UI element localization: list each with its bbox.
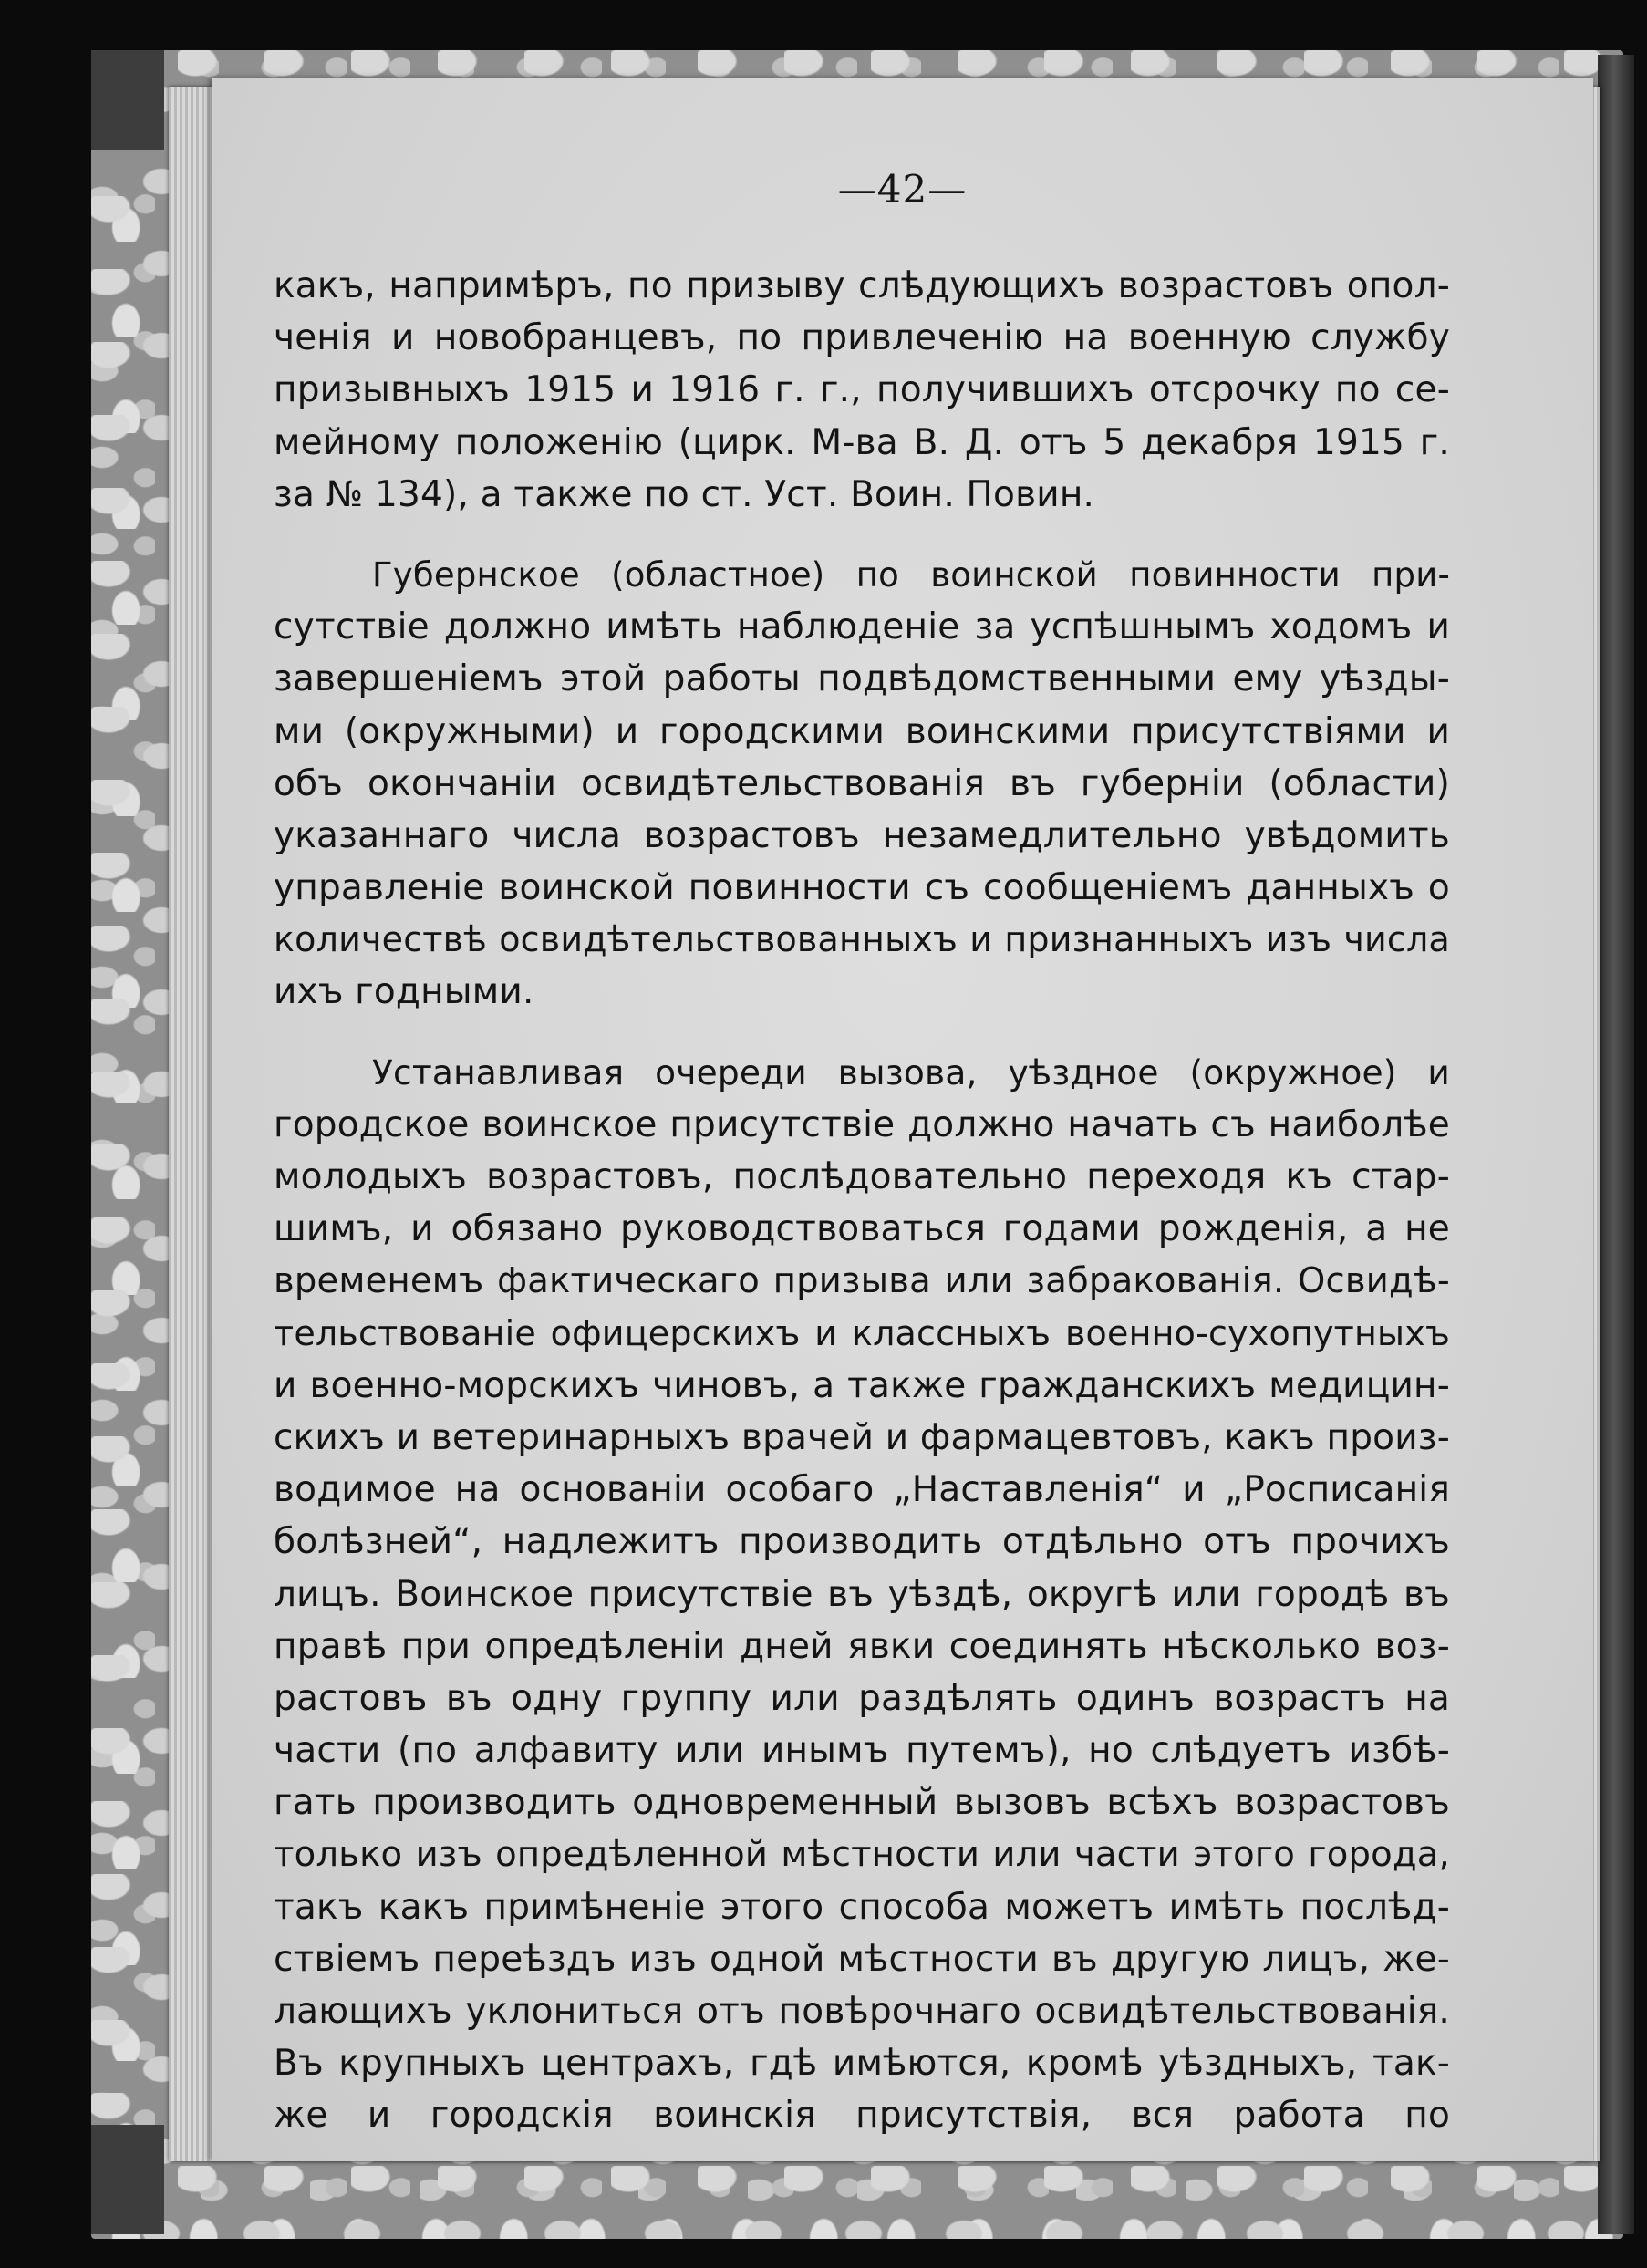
text-line: объ окончаніи освидѣтельствованія въ губерніи (области) — [274, 762, 1450, 804]
cover-corner-top — [91, 50, 164, 150]
text-line: части (по алфавиту или инымъ путемъ), но слѣдуетъ избѣ- — [274, 1730, 1450, 1772]
text-line: лицъ. Воинское присутствіе въ уѣздѣ, округѣ или городѣ въ — [274, 1573, 1450, 1615]
text-line: ихъ годными. — [274, 971, 534, 1013]
book-spine — [1598, 55, 1634, 2234]
text-line: шимъ, и обязано руководствоваться годами рожденія, а не — [274, 1208, 1450, 1250]
text-line: лающихъ уклониться отъ повѣрочнаго освидѣтельствованія. — [274, 1991, 1450, 2032]
text-line: количествѣ освидѣтельствованныхъ и признанныхъ изъ числа — [274, 919, 1450, 960]
page-number: —42— — [837, 167, 968, 212]
paragraph-2 — [274, 549, 1450, 1019]
text-line: призывныхъ 1915 и 1916 г. г., получившихъ отсрочку по се- — [274, 369, 1450, 411]
text-line: какъ, напримѣръ, по призыву слѣдующихъ возрастовъ опол- — [274, 265, 1450, 306]
text-line: правѣ при опредѣленіи дней явки соединять нѣсколько воз- — [274, 1625, 1450, 1667]
text-line: растовъ въ одну группу или раздѣлять одинъ возрастъ на — [274, 1677, 1450, 1719]
text-line: такъ какъ примѣненіе этого способа можетъ имѣть послѣд- — [274, 1886, 1450, 1928]
text-line: молодыхъ возрастовъ, послѣдовательно переходя къ стар- — [274, 1156, 1450, 1197]
text-line: болѣзней“, надлежитъ производить отдѣльно отъ прочихъ — [274, 1521, 1450, 1563]
text-line: временемъ фактическаго призыва или забракованія. Освидѣ- — [274, 1260, 1450, 1302]
text-line: же и городскія воинскія присутствія, вся работа по — [274, 2095, 1450, 2137]
paragraph-1 — [274, 260, 1450, 521]
text-line: и военно-морскихъ чиновъ, а также гражданскихъ медицин- — [274, 1364, 1450, 1406]
paragraph-3 — [274, 1047, 1450, 2142]
text-line: скихъ и ветеринарныхъ врачей и фармацевтовъ, какъ произ- — [274, 1416, 1450, 1458]
book-page — [212, 78, 1593, 2161]
text-line: гать производить одновременный вызовъ всѣхъ возрастовъ — [274, 1782, 1450, 1824]
text-line: ченія и новобранцевъ, по привлеченію на военную службу — [274, 317, 1450, 359]
text-line: городское воинское присутствіе должно начать съ наиболѣе — [274, 1103, 1450, 1145]
text-line: мейному положенію (цирк. М-ва В. Д. отъ 5 декабря 1915 г. — [274, 421, 1450, 463]
text-line: тельствованіе офицерскихъ и классныхъ военно-сухопутныхъ — [274, 1312, 1450, 1353]
text-line: ствіемъ переѣздъ изъ одной мѣстности въ другую лицъ, же- — [274, 1938, 1450, 1980]
text-line: сутствіе должно имѣть наблюденіе за успѣшнымъ ходомъ и — [274, 606, 1450, 648]
text-line: Въ крупныхъ центрахъ, гдѣ имѣются, кромѣ уѣздныхъ, так- — [274, 2043, 1450, 2085]
cover-corner-bottom — [91, 2125, 164, 2234]
text-line: только изъ опредѣленной мѣстности или части этого города, — [274, 1834, 1450, 1876]
paragraph-gap — [274, 521, 1450, 549]
text-line: водимое на основаніи особаго „Наставленія“ и „Росписанія — [274, 1469, 1450, 1511]
text-line: Губернское (областное) по воинской повинности при- — [372, 554, 1450, 595]
text-line: ми (окружными) и городскими воинскими присутствіями и — [274, 710, 1450, 752]
text-line: указаннаго числа возрастовъ незамедлительно увѣдомить — [274, 814, 1450, 856]
text-line: управленіе воинской повинности съ сообщеніемъ данныхъ о — [274, 867, 1450, 909]
paragraph-gap — [274, 1019, 1450, 1047]
text-line: Устанавливая очереди вызова, уѣздное (окружное) и — [372, 1051, 1450, 1093]
text-line: завершеніемъ этой работы подвѣдомственными ему уѣзды- — [274, 658, 1450, 700]
body-text — [274, 260, 1450, 2142]
text-line: за № 134), а также по ст. Уст. Воин. Повин. — [274, 473, 1095, 515]
